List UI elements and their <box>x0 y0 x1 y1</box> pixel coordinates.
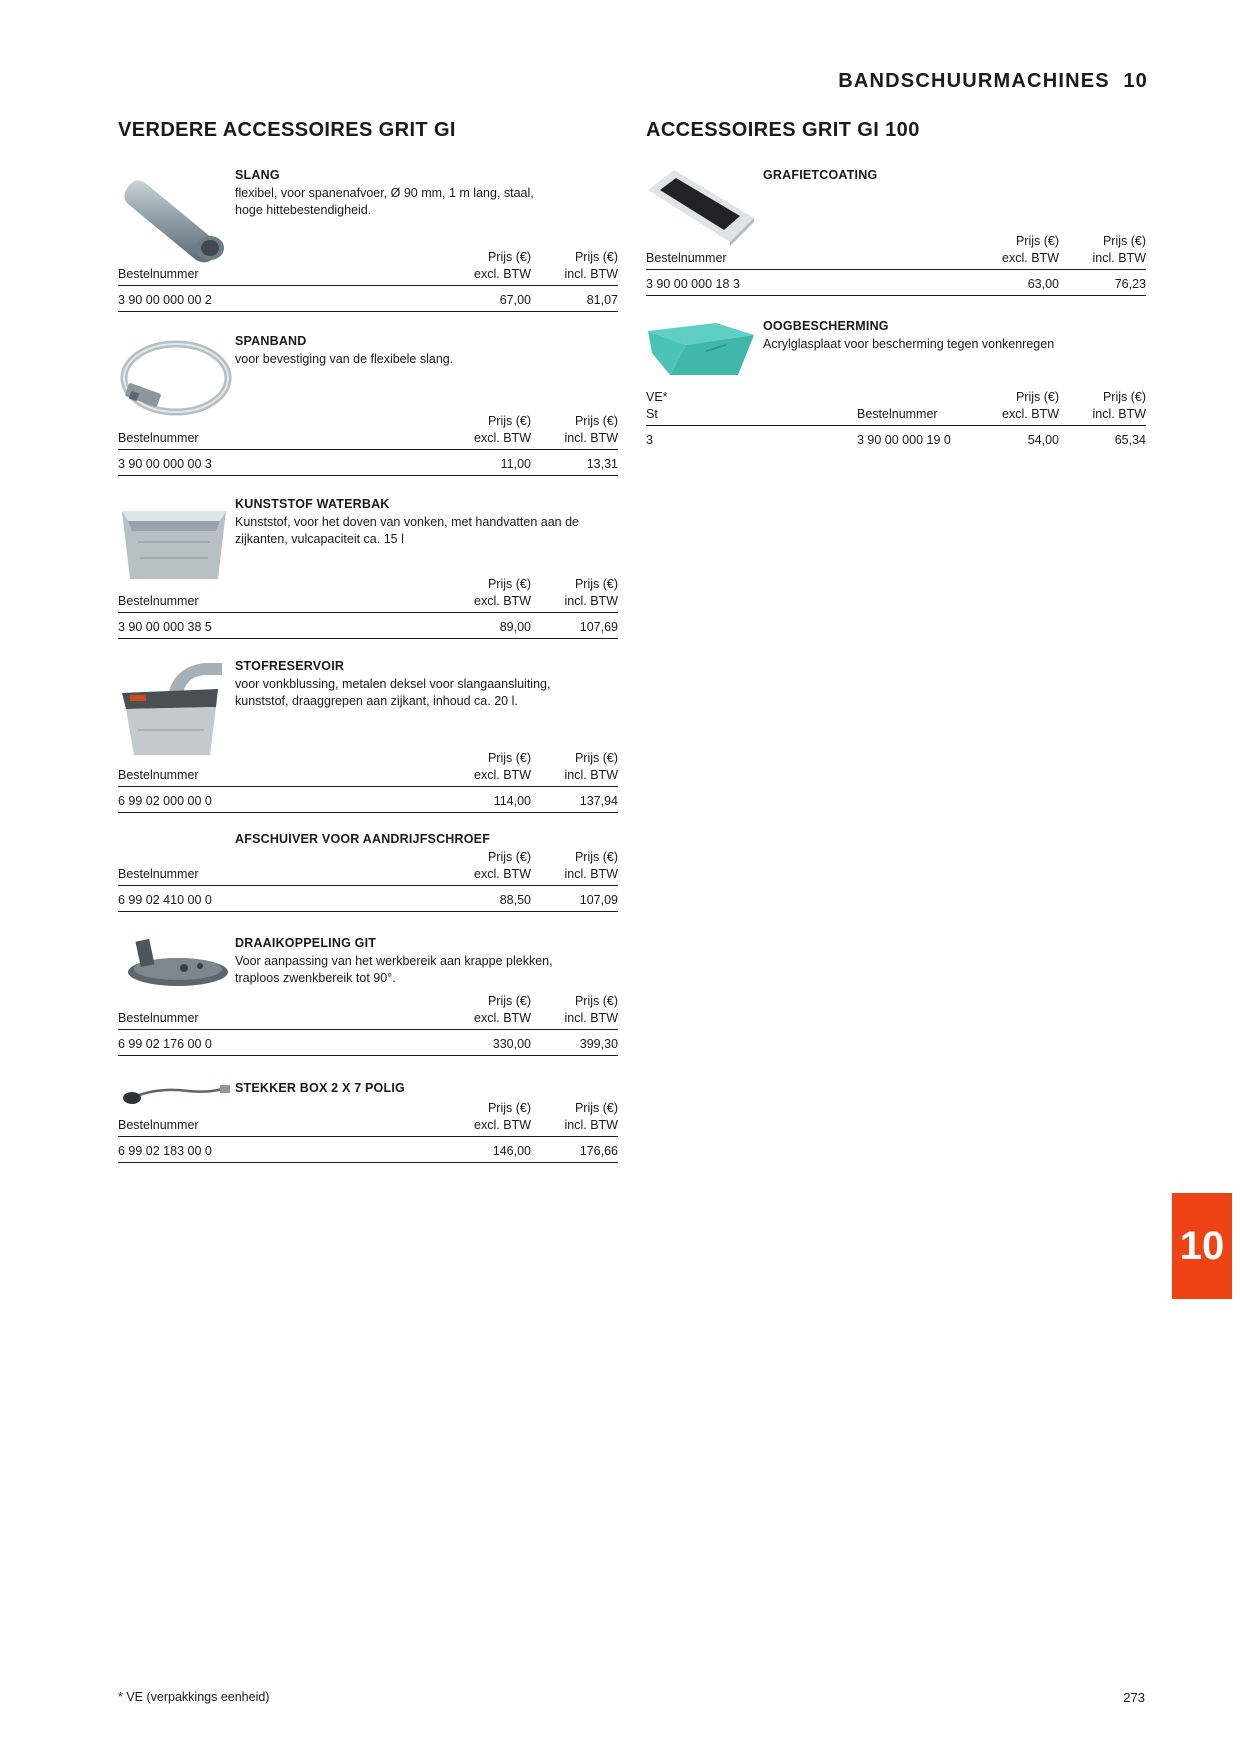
product-description: voor bevestiging van de flexibele slang. <box>235 352 454 366</box>
price-table-header: Bestelnummer Prijs (€) excl. BTW Prijs (€) incl. BTW <box>118 1103 618 1137</box>
footnote: * VE (verpakkings eenheid) <box>118 1690 270 1704</box>
order-number: 6 99 02 183 00 0 <box>118 1144 212 1158</box>
product-stofreservoir <box>118 659 618 819</box>
left-column-title: VERDERE ACCESSOIRES GRIT GI <box>118 119 456 141</box>
price-excl: 63,00 <box>1027 277 1059 291</box>
price-incl: 107,69 <box>579 620 618 634</box>
product-name: KUNSTSTOF WATERBAK <box>235 497 390 511</box>
table-row <box>118 450 618 476</box>
section-title: BANDSCHUURMACHINES <box>838 70 1110 92</box>
price-excl: 146,00 <box>492 1144 531 1158</box>
order-number: 6 99 02 410 00 0 <box>118 893 212 907</box>
product-name: SLANG <box>235 168 280 182</box>
price-table-header: Bestelnummer Prijs (€) excl. BTW Prijs (€) incl. BTW <box>118 852 618 886</box>
price-incl: 137,94 <box>579 794 618 808</box>
chapter-tab-marker: 10 <box>1172 1193 1232 1299</box>
price-incl: 76,23 <box>1114 277 1146 291</box>
product-name: AFSCHUIVER VOOR AANDRIJFSCHROEF <box>235 832 491 846</box>
right-column-title: ACCESSOIRES GRIT GI 100 <box>646 119 920 141</box>
product-stekker-box <box>118 1081 618 1171</box>
table-row <box>646 426 1146 452</box>
product-afschuiver <box>118 832 618 912</box>
price-table <box>118 579 618 639</box>
order-number: 3 90 00 000 00 2 <box>118 293 212 307</box>
product-slang <box>118 168 618 313</box>
table-row <box>118 886 618 912</box>
price-table-header: Bestelnummer Prijs (€) excl. BTW Prijs (€) incl. BTW <box>646 236 1146 270</box>
price-excl: 54,00 <box>1027 433 1059 447</box>
product-description: voor vonkblussing, metalen deksel voor slangaansluiting, kunststof, draaggrepen aan zijkant, inhoud ca. 20 l. <box>235 677 551 708</box>
price-table <box>118 252 618 312</box>
product-waterbak <box>118 497 618 642</box>
product-name: STOFRESERVOIR <box>235 659 345 673</box>
product-description: flexibel, voor spanenafvoer, Ø 90 mm, 1 m lang, staal, hoge hittebestendigheid. <box>235 186 534 217</box>
price-incl: 107,09 <box>579 893 618 907</box>
order-number: 6 99 02 000 00 0 <box>118 794 212 808</box>
product-description: Kunststof, voor het doven van vonken, met handvatten aan de zijkanten, vulcapaciteit ca. 15 l <box>235 515 579 546</box>
product-spanband <box>118 334 618 479</box>
price-excl: 67,00 <box>499 293 531 307</box>
page-number: 273 <box>1123 1690 1145 1705</box>
price-table-header: Bestelnummer Prijs (€) excl. BTW Prijs (€) incl. BTW <box>118 416 618 450</box>
price-excl: 88,50 <box>499 893 531 907</box>
product-name: STEKKER BOX 2 X 7 POLIG <box>235 1081 405 1095</box>
price-excl: 89,00 <box>499 620 531 634</box>
price-table <box>118 753 618 813</box>
product-name: OOGBESCHERMING <box>763 319 889 333</box>
product-name: GRAFIETCOATING <box>763 168 878 182</box>
price-table-header: VE* St Bestelnummer Prijs (€) excl. BTW Prijs (€) incl. BTW <box>646 392 1146 426</box>
table-row <box>118 286 618 312</box>
product-name: DRAAIKOPPELING GIT <box>235 936 377 950</box>
price-incl: 399,30 <box>579 1037 618 1051</box>
price-table <box>118 1103 618 1163</box>
price-table-header: Bestelnummer Prijs (€) excl. BTW Prijs (€) incl. BTW <box>118 753 618 787</box>
price-excl: 114,00 <box>493 794 531 808</box>
order-number: 3 90 00 000 18 3 <box>646 277 740 291</box>
order-number: 3 90 00 000 00 3 <box>118 457 212 471</box>
section-number: 10 <box>1123 70 1148 92</box>
table-row <box>118 613 618 639</box>
table-row <box>118 1137 618 1163</box>
price-table <box>118 996 618 1056</box>
table-row <box>118 787 618 813</box>
price-excl: 330,00 <box>492 1037 531 1051</box>
price-incl: 65,34 <box>1114 433 1146 447</box>
hose-clamp-icon <box>118 336 233 426</box>
section-header <box>838 70 1148 93</box>
table-row <box>118 1030 618 1056</box>
table-row <box>646 270 1146 296</box>
product-draaikoppeling <box>118 936 618 1056</box>
price-incl: 81,07 <box>586 293 618 307</box>
order-number: 6 99 02 176 00 0 <box>118 1037 212 1051</box>
price-excl: 11,00 <box>500 457 531 471</box>
eye-shield-icon <box>646 321 758 377</box>
packaging-unit: 3 <box>646 433 653 447</box>
price-table-header: Bestelnummer Prijs (€) excl. BTW Prijs (€) incl. BTW <box>118 252 618 286</box>
product-name: SPANBAND <box>235 334 307 348</box>
price-incl: 13,31 <box>586 457 618 471</box>
price-incl: 176,66 <box>579 1144 618 1158</box>
product-description: Voor aanpassing van het werkbereik aan krappe plekken, traploos zwenkbereik tot 90°. <box>235 954 553 985</box>
product-description: Acrylglasplaat voor bescherming tegen vonkenregen <box>763 337 1055 351</box>
water-tray-icon <box>118 501 230 583</box>
order-number: 3 90 00 000 19 0 <box>857 433 951 447</box>
price-table <box>646 392 1146 452</box>
swivel-coupling-icon <box>118 936 230 994</box>
dust-reservoir-icon <box>118 659 230 759</box>
price-table <box>118 852 618 912</box>
product-grafietcoating <box>646 168 1146 298</box>
price-table-header: Bestelnummer Prijs (€) excl. BTW Prijs (€) incl. BTW <box>118 996 618 1030</box>
price-table <box>118 416 618 476</box>
price-table-header: Bestelnummer Prijs (€) excl. BTW Prijs (€) incl. BTW <box>118 579 618 613</box>
order-number: 3 90 00 000 38 5 <box>118 620 212 634</box>
price-table <box>646 236 1146 296</box>
product-oogbescherming <box>646 319 1146 459</box>
